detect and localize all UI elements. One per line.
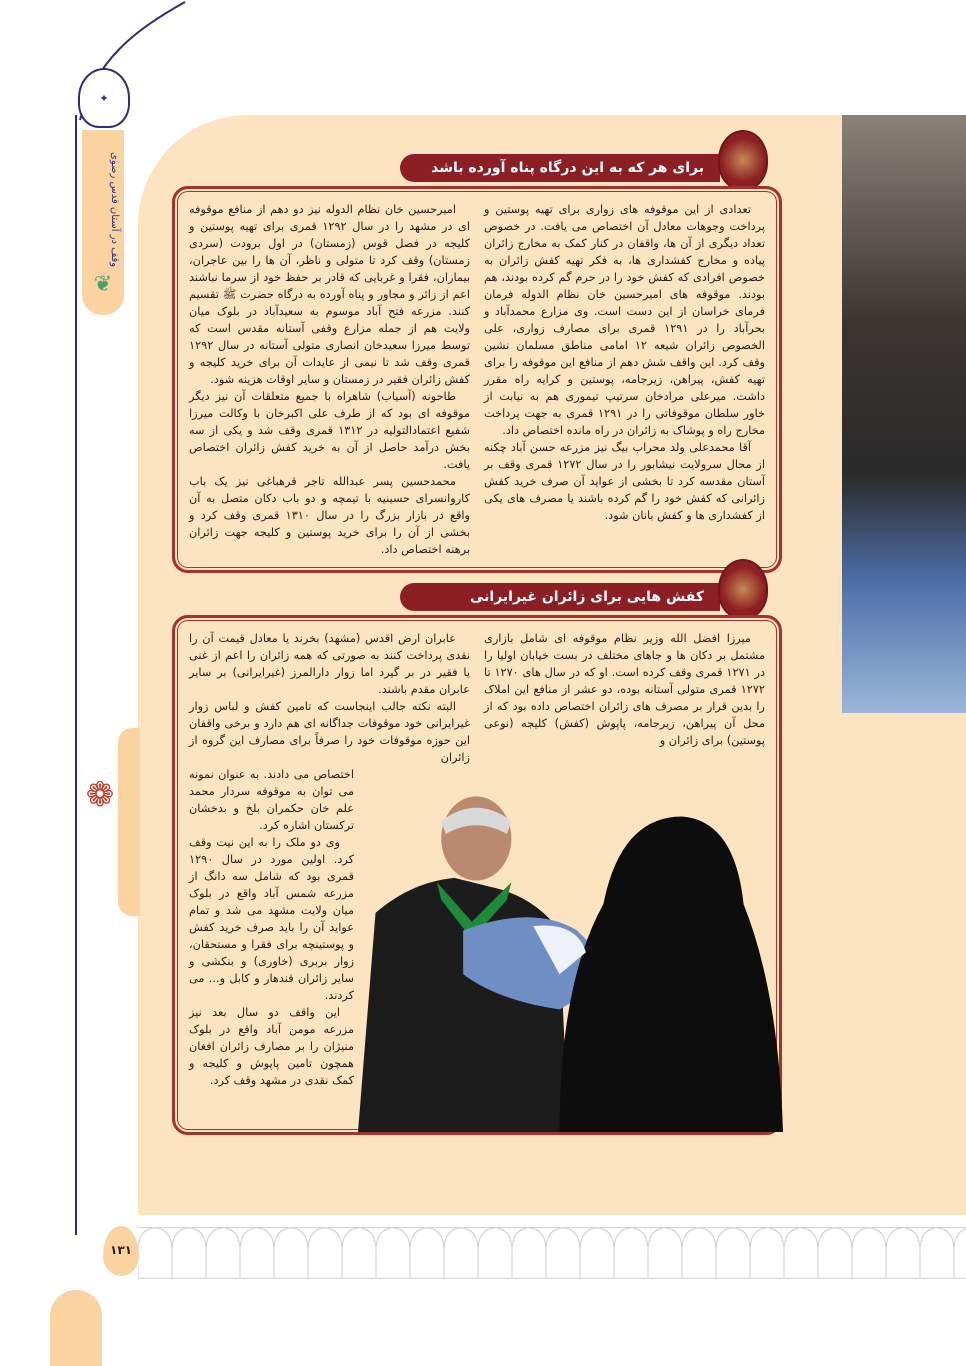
pattern-arch xyxy=(410,1228,444,1279)
section2-box xyxy=(172,615,782,1135)
paragraph: امیرحسین خان نظام الدوله نیز دو دهم از منافع موقوفه ای در مشهد را در سال ۱۲۹۲ قمری برای تهیه پوستین و کلیجه در فصل قوس (زمستان) در اول برودت (سردی زمستان) وقف کرد تا متولی و ناظر، آن ها را بین عاجران، بیماران، فقرا و غربایی که قادر بر حفظ خود از سرما نباشند اعم از زائر و مجاور و پناه آورده به درگاه حضرت ﷺ تقسیم کنند. مزرعه فتح آباد موسوم به سعیدآباد در بلوک میان ولایت هم از جمله مزارع وقفی آستانه مقدس است که توسط میرزا سعیدخان انصاری متولی آستانه در سال ۱۲۹۲ قمری وقف شد تا نیمی از عایدات آن برای خرید کلیجه و کفش زائران فقیر در زمستان و سایر اوقات هزینه شود. xyxy=(189,203,470,386)
pattern-arch xyxy=(750,1228,784,1279)
pattern-arch xyxy=(716,1228,750,1279)
paragraph: محمدحسین پسر عبدالله تاجر قرهباغی نیز یک باب کاروانسرای حسینیه با تیمچه و دو باب دکان متصل به آن واقع در بازار بزرگ را در سال ۱۳۱۰ قمری وقف کرد و بخشی از آن را برای خرید پوستین و کلیجه جهت زائران برهنه اختصاص داد. xyxy=(189,475,470,556)
pattern-arch xyxy=(376,1228,410,1279)
magazine-logo: ✦ xyxy=(78,68,130,128)
pattern-arch xyxy=(784,1228,818,1279)
section1-title: برای هر که به این درگاه پناه آورده باشد xyxy=(400,154,720,182)
paragraph: آقا محمدعلی ولد محراب بیگ نیز مزرعه حسن آباد چکنه از محال سرولایت نیشابور را در سال ۱۲۷۲ قمری وقف بر آستان مقدسه کرد تا بخشی از عواید آن صرف خرید کفش زائرانی که کفش خود را گم کرده باشند یا مصرف های یکی از کفشداری ها و کفش بانان شود. xyxy=(484,441,765,522)
pattern-arch xyxy=(342,1228,376,1279)
pattern-arch xyxy=(308,1228,342,1279)
pattern-arch xyxy=(138,1228,172,1279)
paragraph: البته نکته جالب اینجاست که تامین کفش و لباس زوار غیرایرانی خود موقوفات جداگانه ای هم دارد و برخی واقفان این حوزه موقوفات خود را صرفاً برای مصارف این گروه از زائران xyxy=(189,700,470,764)
section2-header xyxy=(172,577,782,615)
paragraph: اختصاص می دادند. به عنوان نمونه می توان به موقوفه سردار محمد علم خان حکمران بلخ و بدخشان ترکستان اشاره کرد. xyxy=(189,768,354,832)
section-label: وقف در آستان قدس رضوی xyxy=(109,152,120,268)
pattern-arch xyxy=(172,1228,206,1279)
article xyxy=(172,148,782,1135)
pattern-arch xyxy=(682,1228,716,1279)
medallion-icon xyxy=(718,130,768,190)
paragraph: تعدادی از این موقوفه های زواری برای تهیه پوستین و پرداخت وجوهات معادل آن اختصاص می یافت. در خصوص تعداد دیگری از آن ها، واقفان در کنار کمک به مخارج زائران پیاده و مخارج کفشداری ها، به فکر تهیه کفش زائران به خصوص افرادی که کفش خود را در حرم گم کرده بودند، هم بودند. موقوفه های امیرحسین خان نظام الدوله فرمان فرمای خراسان از این دست است. وی مزارع محمدآباد و بحرآباد را در ۱۲۹۱ قمری برای مصارف زواری، علی الخصوص زائران شیعه ۱۲ امامی مناطق مسلمان نشین وقف کرد. این واقف شش دهم از منافع این موقوفه را برای تهیه کفش، پیراهن، زیرجامه، پوستین و کرایه راه مقرر داشت. میرعلی مرادخان سرتیپ تیموری هم به نیابت از خاور سلطان موقوفاتی را در ۱۲۹۱ قمری به جهت پرداخت مخارج راه و پوشاک به زائران در راه مانده اختصاص داد. xyxy=(484,203,766,437)
pattern-arch xyxy=(886,1228,920,1279)
margin-line xyxy=(75,115,77,1235)
pattern-arch xyxy=(444,1228,478,1279)
pattern-arch xyxy=(206,1228,240,1279)
pattern-arch xyxy=(512,1228,546,1279)
paragraph: وی دو ملک را به این نیت وقف کرد. اولین مورد در سال ۱۲۹۰ قمری بود که شامل سه دانگ از مزرعه شمس آباد واقع در بلوک میان ولایت مشهد می شد و تمام عواید آن را باید صرف خرید کفش و پوستینچه برای فقرا و مستحقان، زوار بربری (خاوری) و بنکشی و سایر زائران قندهار و کابل و... می کردند. xyxy=(189,836,354,1002)
medallion-icon xyxy=(718,559,768,619)
pattern-arch xyxy=(648,1228,682,1279)
paragraph: عابران ارض اقدس (مشهد) بخرند یا معادل قیمت آن را نقدی پرداخت کنند به صورتی که همه زائران را اعم از غنی یا فقیر در بر گیرد اما زوار دارالمرز (غیرایرانی) بر سایر عابران مقدم باشند. xyxy=(189,632,470,696)
paragraph: میرزا افضل الله وزیر نظام موقوفه ای شامل بازاری مشتمل بر دکان ها و جاهای مختلف در بست خیابان اولیا را در ۱۲۷۱ قمری وقف کرده است. او که در سال های ۱۲۷۰ تا ۱۲۷۲ قمری متولی آستانه بوده، دو عشر از منافع این املاک را بدین قرار بر مصرف های زائران اختصاص داده بود که از محل آن پیراهن، زیرجامه، پاپوش (کفش) کلیجه (نوعی پوستین) برای زائران و xyxy=(484,632,766,747)
pattern-arch xyxy=(240,1228,274,1279)
narrow-column xyxy=(189,766,354,1089)
pattern-arch xyxy=(954,1228,966,1279)
plant-icon: ❦ xyxy=(93,272,113,297)
pattern-arch xyxy=(478,1228,512,1279)
pattern-arch xyxy=(580,1228,614,1279)
pattern-arch xyxy=(852,1228,886,1279)
section1-box xyxy=(172,186,782,573)
section1-left-column xyxy=(189,201,470,558)
side-tab xyxy=(118,728,140,916)
pattern-arch xyxy=(818,1228,852,1279)
decorative-pattern xyxy=(138,1222,966,1282)
section1-right-column xyxy=(484,201,765,558)
bottom-tab xyxy=(50,1290,102,1366)
photo-pilgrims xyxy=(842,115,966,713)
paragraph: طاحونه (آسیاب) شاهراه با جمیع متعلقات آن نیز دیگر موقوفه ای بود که از طرف علی اکبرخان با وکالت میرزا شفیع اعتمادالتولیه در ۱۳۱۲ قمری وقف شد و یکی از سه بخش درآمد حاصل از آن به خرید کفش زائران اختصاص یافت. xyxy=(189,390,470,471)
section2-title: کفش هایی برای زائران غیرایرانی xyxy=(400,583,720,611)
pattern-arch xyxy=(614,1228,648,1279)
flower-ornament-icon: ❁ xyxy=(85,775,115,815)
paragraph: این واقف دو سال بعد نیز مزرعه مومن آباد واقع در بلوک منیژان را بر مصارف زائران افغان همچون تامین پاپوش و کلیجه و کمک نقدی در مشهد وقف کرد. xyxy=(189,1006,354,1087)
page-number: ۱۳۱ xyxy=(103,1226,139,1276)
pattern-arch xyxy=(274,1228,308,1279)
section1-header xyxy=(172,148,782,186)
pattern-arch xyxy=(546,1228,580,1279)
photo-donation xyxy=(358,792,783,1132)
pattern-arch xyxy=(920,1228,954,1279)
